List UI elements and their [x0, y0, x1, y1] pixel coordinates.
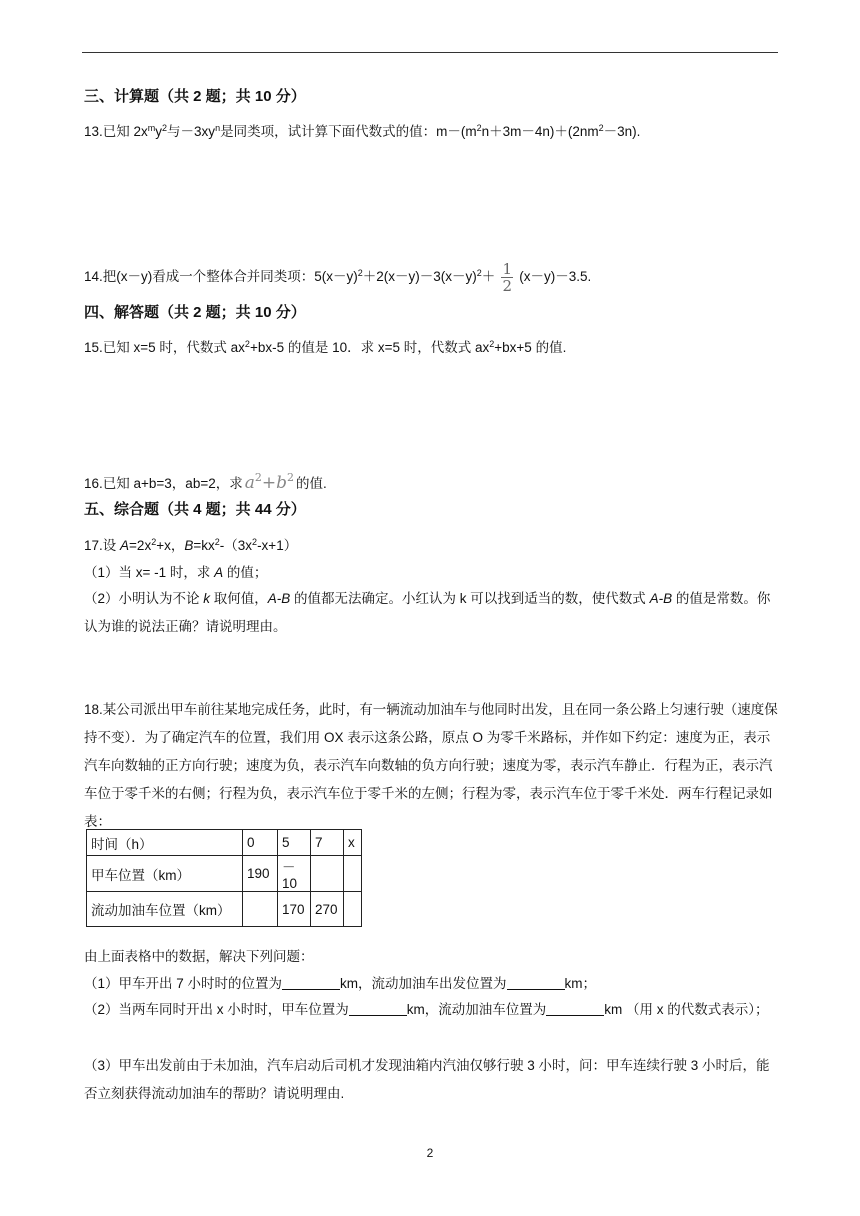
page-number: 2: [426, 1146, 434, 1160]
question-13: 13.已知 $2x^my^2$与$-3xy^n$是同类项，试计算下面代数式的值：$m-(m^2n+3m-4n)+(2nm^2-3n)$.: [84, 123, 641, 139]
table-row: 时间（h） 0 5 7 x: [87, 830, 362, 856]
section-heading-comprehensive: 五、综合题（共 4 题；共 44 分）: [84, 501, 306, 518]
question-18-part-3: （3）甲车出发前由于未加油，汽车启动后司机才发现油箱内汽油仅够行驶 3 小时，问：甲车连续行驶 3 小时后，能否立刻获得流动加油车的帮助？请说明理由.: [84, 1058, 770, 1101]
table-row: 流动加油车位置（km） 170 270: [87, 892, 362, 927]
header-rule: [82, 52, 778, 53]
question-15: 15.已知 x=5 时，代数式 $ax^2+bx-5$ 的值是 10．求 x=5 时，代数式 $ax^2+bx+5$ 的值.: [84, 339, 567, 355]
expression-a2-plus-b2: $a^2+b^2$: [244, 471, 294, 493]
section-heading-solve: 四、解答题（共 2 题；共 10 分）: [84, 304, 306, 321]
question-18-intro: 18.某公司派出甲车前往某地完成任务，此时，有一辆流动加油车与他同时出发，且在同一条公路上匀速行驶（速度保持不变）．为了确定汽车的位置，我们用 OX 表示这条公路，原点 O 为零千米路标，并作如下约定：速度为正，表示汽车向数轴的正方向行驶；速度为负，表示汽车向数轴的负方向行驶；速度为零，表示汽车静止．行程为正，表示汽车位于零千米的右侧；行程为负，表示汽车位于零千米的左侧；行程为零，表示汽车位于零千米处．两车行程记录如表：: [84, 702, 778, 829]
question-17-definition: 17.设 $A=2x^2+x$，$B=kx^2-(3x^2-x+1)$: [84, 537, 298, 553]
table-row: 甲车位置（km） 190 －10: [87, 856, 362, 892]
answer-blank[interactable]: [507, 975, 565, 990]
answer-blank[interactable]: [349, 1001, 407, 1016]
answer-blank[interactable]: [546, 1001, 604, 1016]
section-heading-calc: 三、计算题（共 2 题；共 10 分）: [84, 88, 306, 105]
question-18-lead: 由上面表格中的数据，解决下列问题：: [84, 949, 314, 964]
question-18-part-2: （2）当两车同时开出 x 小时时，甲车位置为 km，流动加油车位置为 km （用 x 的代数式表示）；: [84, 1002, 769, 1017]
travel-record-table: [86, 829, 362, 927]
question-18-part-1: （1）甲车开出 7 小时时的位置为 km，流动加油车出发位置为 km；: [84, 976, 597, 991]
answer-blank[interactable]: [282, 975, 340, 990]
question-17-part-1: （1）当 x= -1 时，求 A 的值；: [84, 565, 268, 580]
question-16: 16.已知 a+b=3，ab=2，求 $a^2+b^2$ 的值.: [84, 471, 327, 493]
question-14: 14.把(x－y)看成一个整体合并同类项：$5(x-y)^2+2(x-y)-3(x-y)^2+$ $\frac{1}{2}$ (x－y)－3.5.: [84, 260, 592, 295]
question-17-part-2: （2）小明认为不论 k 取何值，A-B 的值都无法确定。小红认为 k 可以找到适当的数，使代数式 A-B 的值是常数。你认为谁的说法正确？请说明理由。: [84, 591, 771, 634]
fraction-one-half: $\frac{1}{2}$: [502, 260, 513, 295]
